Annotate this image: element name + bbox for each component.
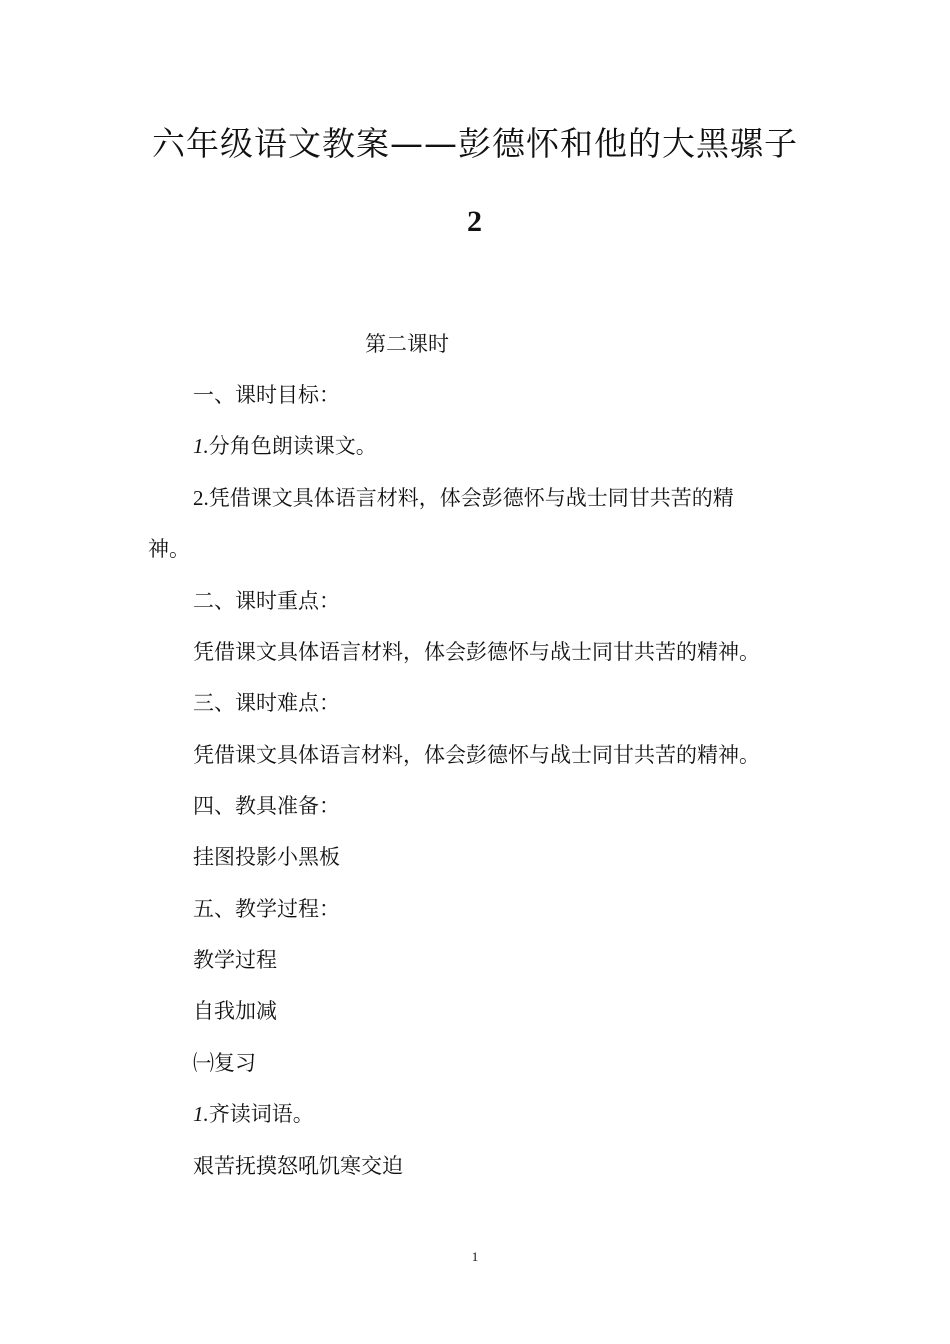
goal-2-continuation: 神。 <box>148 537 190 561</box>
difficulty-heading: 三、课时难点： <box>193 691 340 715</box>
self-edit-label: 自我加减 <box>193 999 277 1023</box>
focus-text: 凭借课文具体语言材料，体会彭德怀与战士同甘共苦的精神。 <box>193 640 760 664</box>
goals-heading: 一、课时目标： <box>193 383 340 407</box>
review-item-1-number: 1. <box>193 1102 209 1126</box>
goal-2-text: 凭借课文具体语言材料，体会彭德怀与战士同甘共苦的精 <box>208 486 734 510</box>
process-heading: 五、教学过程： <box>193 897 340 921</box>
goal-1-number: 1. <box>193 434 209 458</box>
document-title-continuation: 2 <box>467 205 483 238</box>
goal-1-text: 分角色朗读课文。 <box>208 434 377 458</box>
process-label: 教学过程 <box>193 948 277 972</box>
vocabulary-words: 艰苦抚摸怒吼饥寒交迫 <box>193 1154 403 1178</box>
tools-heading: 四、教具准备： <box>193 794 340 818</box>
goal-1 <box>193 432 377 460</box>
focus-heading: 二、课时重点： <box>193 589 340 613</box>
difficulty-text: 凭借课文具体语言材料，体会彭德怀与战士同甘共苦的精神。 <box>193 743 760 767</box>
review-item-1-text: 齐读词语。 <box>208 1102 314 1126</box>
tools-text: 挂图投影小黑板 <box>193 845 340 869</box>
page-number: 1 <box>471 1249 479 1264</box>
goal-2 <box>193 484 734 512</box>
goal-2-number: 2. <box>193 486 209 510</box>
lesson-label: 第二课时 <box>365 332 449 356</box>
review-heading: ㈠复习 <box>193 1051 256 1075</box>
review-item-1 <box>193 1100 314 1128</box>
document-title: 六年级语文教案——彭德怀和他的大黑骡子 <box>152 124 798 163</box>
